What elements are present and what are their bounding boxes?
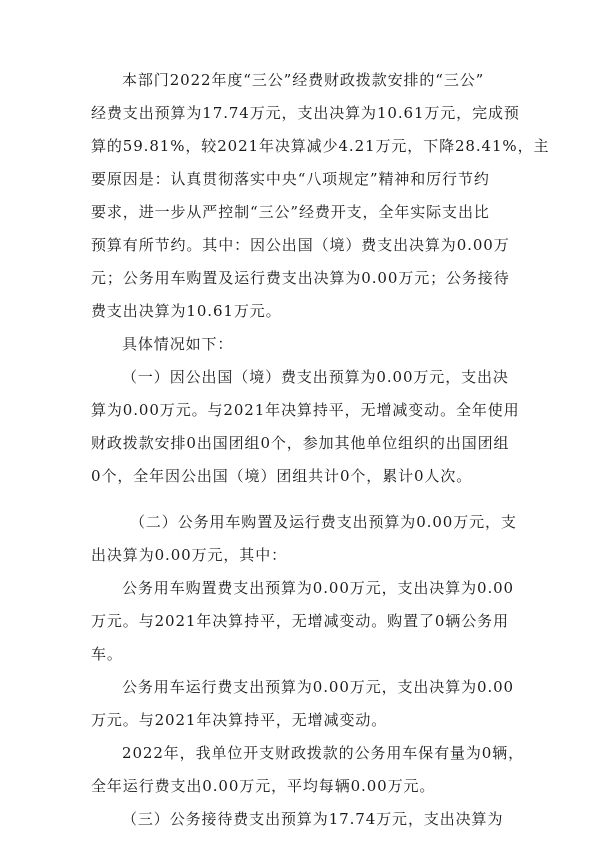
paragraph-line: 算为0.00万元。与2021年决算持平，无增减变动。全年使用 — [91, 401, 520, 419]
paragraph-line: 全年运行费支出0.00万元，平均每辆0.00万元。 — [91, 777, 436, 795]
section-heading: （三）公务接待费支出预算为17.74万元，支出决算为 — [122, 810, 504, 828]
section-heading: （二）公务用车购置及运行费支出预算为0.00万元，支 — [130, 513, 517, 531]
paragraph-line: 本部门2022年度“三公”经费财政拨款安排的“三公” — [122, 71, 485, 89]
paragraph-line: 要原因是：认真贯彻落实中央“八项规定”精神和厉行节约 — [91, 170, 490, 188]
paragraph-line: 车。 — [91, 645, 123, 663]
paragraph-line: 0个，全年因公出国（境）团组共计0个，累计0人次。 — [91, 467, 473, 485]
paragraph-line: 公务用车运行费支出预算为0.00万元，支出决算为0.00 — [122, 678, 514, 696]
paragraph-line: 算的59.81%，较2021年决算减少4.21万元，下降28.41%，主 — [91, 137, 550, 155]
paragraph-line: 2022年，我单位开支财政拨款的公务用车保有量为0辆， — [122, 744, 525, 762]
paragraph-line: 要求，进一步从严控制“三公”经费开支，全年实际支出比 — [91, 203, 490, 221]
paragraph-line: 公务用车购置费支出预算为0.00万元，支出决算为0.00 — [122, 579, 514, 597]
paragraph-line: 万元。与2021年决算持平，无增减变动。 — [91, 711, 388, 729]
paragraph-line: 费支出决算为10.61万元。 — [91, 302, 282, 320]
section-heading: （一）因公出国（境）费支出预算为0.00万元，支出决 — [122, 368, 509, 386]
paragraph-line: 预算有所节约。其中：因公出国（境）费支出决算为0.00万 — [91, 236, 510, 254]
paragraph-line: 财政拨款安排0出国团组0个，参加其他单位组织的出国团组 — [91, 434, 510, 452]
paragraph-line: 万元。与2021年决算持平，无增减变动。购置了0辆公务用 — [91, 612, 509, 630]
paragraph-line: 元；公务用车购置及运行费支出决算为0.00万元；公务接待 — [91, 269, 510, 287]
section-intro: 具体情况如下： — [122, 335, 234, 353]
paragraph-line: 出决算为0.00万元，其中： — [91, 546, 287, 564]
paragraph-line: 经费支出预算为17.74万元，支出决算为10.61万元，完成预 — [91, 104, 520, 122]
